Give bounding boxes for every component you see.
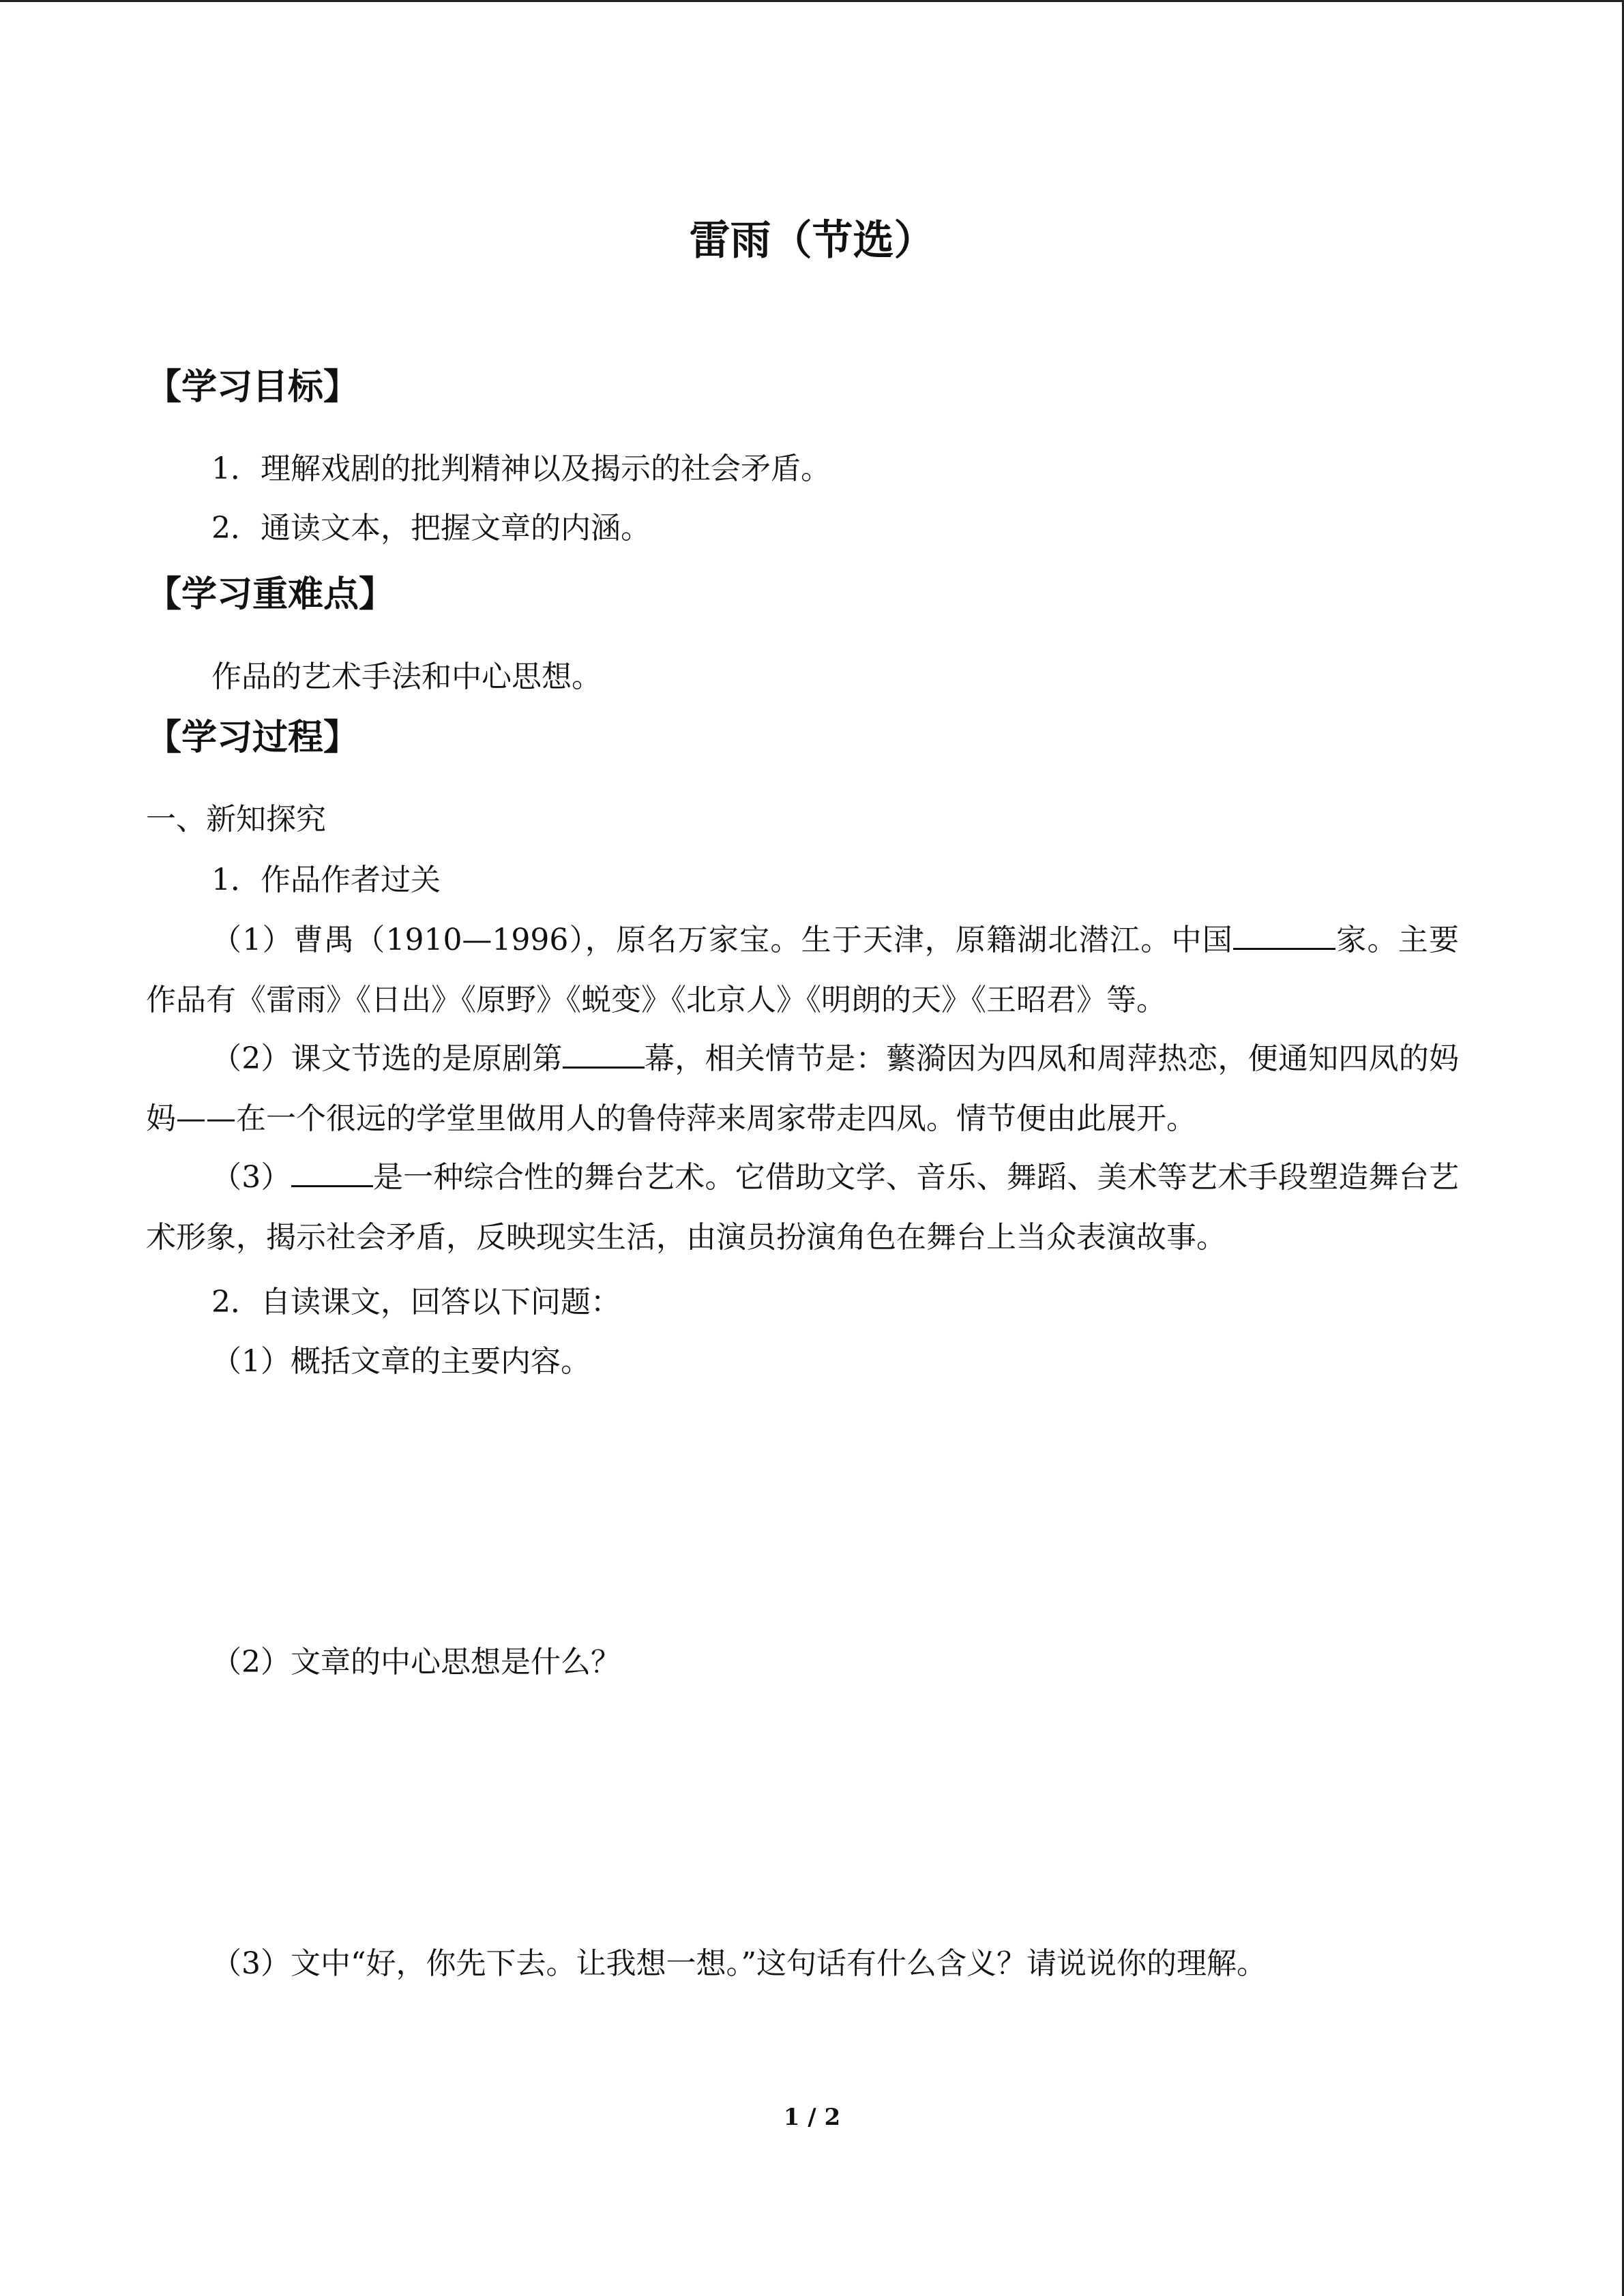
q2-title: 2．自读课文，回答以下问题： xyxy=(211,1285,621,1320)
q1-3-text-a: （3） xyxy=(211,1160,291,1195)
q1-2-text-b: 幕，相关情节是：蘩漪因为四凤和周萍热恋，便通知四凤的妈妈——在一个很远的学堂里做用人的鲁侍萍来周家带走四凤。情节便由此展开。 xyxy=(146,1041,1459,1136)
key-points-text: 作品的艺术手法和中心思想。 xyxy=(211,659,602,694)
key-points-heading: 【学习重难点】 xyxy=(146,574,395,615)
document-title: 雷雨（节选） xyxy=(689,217,935,265)
page-border-top xyxy=(0,0,1624,2)
q1-2-blank[interactable] xyxy=(563,1037,645,1069)
q2-3: （3）文中“好，你先下去。让我想一想。”这句话有什么含义？请说说你的理解。 xyxy=(211,1946,1267,1981)
q1-3-paragraph xyxy=(146,1148,1459,1268)
q1-2-paragraph xyxy=(146,1029,1459,1149)
q1-title: 1．作品作者过关 xyxy=(211,863,441,897)
q1-1-paragraph xyxy=(146,910,1459,1030)
process-heading: 【学习过程】 xyxy=(146,717,359,758)
objectives-heading: 【学习目标】 xyxy=(146,367,359,408)
q2-2: （2）文章的中心思想是什么？ xyxy=(211,1645,621,1680)
q1-1-text-b: 家。主要作品有《雷雨》《日出》《原野》《蜕变》《北京人》《明朗的天》《王昭君》等。 xyxy=(146,923,1460,1017)
q1-2-text-a: （2）课文节选的是原剧第 xyxy=(211,1041,563,1076)
q1-1-text-a: （1）曹禺（1910—1996），原名万家宝。生于天津，原籍湖北潜江。中国 xyxy=(211,923,1234,957)
page-number: 1 / 2 xyxy=(783,2104,841,2131)
objective-item-2: 2．通读文本，把握文章的内涵。 xyxy=(211,511,651,546)
part1-title: 一、新知探究 xyxy=(146,802,326,837)
objective-item-1: 1．理解戏剧的批判精神以及揭示的社会矛盾。 xyxy=(211,451,831,486)
q2-1: （1）概括文章的主要内容。 xyxy=(211,1344,591,1379)
q1-3-blank[interactable] xyxy=(291,1155,373,1187)
q1-3-text-b: 是一种综合性的舞台艺术。它借助文学、音乐、舞蹈、美术等艺术手段塑造舞台艺术形象，揭示社会矛盾，反映现实生活，由演员扮演角色在舞台上当众表演故事。 xyxy=(146,1160,1459,1255)
q1-1-blank[interactable] xyxy=(1233,918,1335,950)
